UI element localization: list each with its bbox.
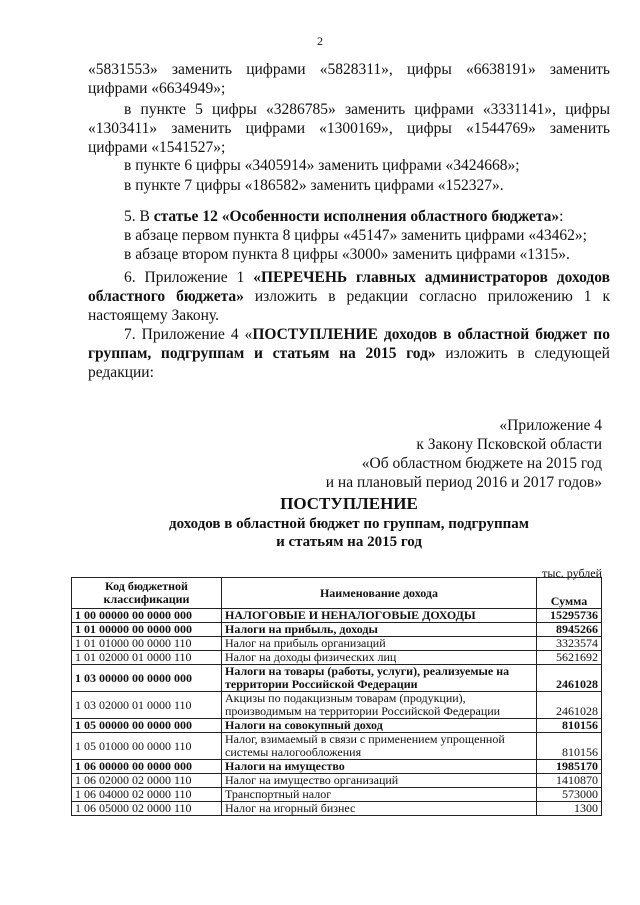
table-header-row: [72, 578, 602, 609]
header-name: Наименование дохода: [222, 578, 537, 609]
cell-sum: 2461028: [537, 692, 602, 719]
cell-name: Акцизы по подакцизным товарам (продукции), производимым на территории Российской Федерации: [222, 692, 537, 719]
section-6-lead: 6. Приложение 1: [124, 269, 254, 286]
cell-code: 1 03 02000 01 0000 110: [72, 692, 222, 719]
document-subtitle-2: и статьям на 2015 год: [276, 534, 422, 550]
paragraph-item-7: в пункте 7 цифры «186582» заменить цифрами «152327».: [124, 177, 504, 194]
table-row: [72, 623, 602, 637]
table-row: [72, 692, 602, 719]
cell-code: 1 06 02000 02 0000 110: [72, 774, 222, 788]
table-row: [72, 665, 602, 692]
header-code: Код бюджетной классификации: [72, 578, 222, 609]
section-5-line-1: в абзаце первом пункта 8 цифры «45147» заменить цифрами «43462»;: [124, 227, 587, 244]
table-row: [72, 774, 602, 788]
cell-name: Налоги на имущество: [222, 760, 537, 774]
cell-sum: 810156: [537, 733, 602, 760]
cell-name: Налог на доходы физических лиц: [222, 651, 537, 665]
cell-code: 1 01 02000 01 0000 110: [72, 651, 222, 665]
header-sum: Сумма: [537, 578, 602, 609]
paragraph-item-5: в пункте 5 цифры «3286785» заменить цифрами «3331141», цифры «1303411» заменить цифрами «1300169», цифры «1544769» заменить цифрами «1541527»;: [88, 101, 610, 156]
table-row: [72, 637, 602, 651]
cell-code: 1 06 04000 02 0000 110: [72, 788, 222, 802]
section-7: [88, 325, 610, 382]
cell-name: Транспортный налог: [222, 788, 537, 802]
section-5-lead: 5. В: [124, 208, 154, 225]
section-5-line-2: в абзаце втором пункта 8 цифры «3000» заменить цифрами «1315».: [124, 246, 570, 263]
section-7-tail: изложить в следующей редакции:: [88, 345, 610, 381]
units-label: тыс. рублей: [542, 566, 602, 580]
cell-sum: 1410870: [537, 774, 602, 788]
appendix-line-1: «Приложение 4: [499, 417, 602, 434]
cell-name: Налог, взимаемый в связи с применением упрощенной системы налогообложения: [222, 733, 537, 760]
table-row: [72, 788, 602, 802]
cell-name: Налог на игорный бизнес: [222, 802, 537, 816]
cell-code: 1 06 00000 00 0000 000: [72, 760, 222, 774]
cell-sum: 3323574: [537, 637, 602, 651]
cell-name: НАЛОГОВЫЕ И НЕНАЛОГОВЫЕ ДОХОДЫ: [222, 609, 537, 623]
section-7-bold: ПОСТУПЛЕНИЕ доходов в областной бюджет по группам, подгруппам и статьям на 2015 год»: [88, 326, 610, 362]
cell-sum: 5621692: [537, 651, 602, 665]
section-7-lead: 7. Приложение 4 «: [124, 326, 253, 343]
section-5-tail: :: [559, 208, 564, 225]
section-5-heading: [124, 207, 563, 226]
appendix-header: [242, 416, 602, 492]
cell-name: Налоги на прибыль, доходы: [222, 623, 537, 637]
table-body: [72, 609, 602, 816]
section-6: [88, 268, 610, 325]
cell-code: 1 01 00000 00 0000 000: [72, 623, 222, 637]
section-5-bold: статье 12 «Особенности исполнения областного бюджета»: [153, 208, 560, 225]
cell-name: Налоги на совокупный доход: [222, 719, 537, 733]
cell-sum: 573000: [537, 788, 602, 802]
cell-sum: 2461028: [537, 665, 602, 692]
table-row: [72, 802, 602, 816]
cell-sum: 8945266: [537, 623, 602, 637]
section-6-tail: изложить в редакции согласно приложению 1 к настоящему Закону.: [88, 288, 610, 324]
page-number: 2: [317, 34, 323, 48]
document-title: ПОСТУПЛЕНИЕ: [280, 494, 418, 513]
section-6-bold: «ПЕРЕЧЕНЬ главных администраторов доходов областного бюджета»: [88, 269, 610, 305]
cell-code: 1 05 00000 00 0000 000: [72, 719, 222, 733]
cell-code: 1 06 05000 02 0000 110: [72, 802, 222, 816]
appendix-line-3: «Об областном бюджете на 2015 год: [361, 455, 602, 472]
cell-sum: 1985170: [537, 760, 602, 774]
table-row: [72, 651, 602, 665]
cell-code: 1 03 00000 00 0000 000: [72, 665, 222, 692]
table-row: [72, 760, 602, 774]
table-row: [72, 733, 602, 760]
cell-sum: 1300: [537, 802, 602, 816]
table-row: [72, 719, 602, 733]
cell-code: 1 05 01000 00 0000 110: [72, 733, 222, 760]
paragraph-continuation: «5831553» заменить цифрами «5828311», цифры «6638191» заменить цифрами «6634949»;: [88, 61, 610, 97]
cell-name: Налоги на товары (работы, услуги), реализуемые на территории Российской Федерации: [222, 665, 537, 692]
cell-code: 1 01 01000 00 0000 110: [72, 637, 222, 651]
document-subtitle-1: доходов в областной бюджет по группам, подгруппам: [169, 516, 529, 532]
cell-name: Налог на прибыль организаций: [222, 637, 537, 651]
appendix-line-4: и на плановый период 2016 и 2017 годов»: [325, 474, 602, 491]
cell-name: Налог на имущество организаций: [222, 774, 537, 788]
table-row: [72, 609, 602, 623]
paragraph-item-6: в пункте 6 цифры «3405914» заменить цифрами «3424668»;: [124, 157, 520, 174]
cell-code: 1 00 00000 00 0000 000: [72, 609, 222, 623]
revenue-table: [71, 577, 602, 816]
appendix-line-2: к Закону Псковской области: [416, 436, 602, 453]
cell-sum: 810156: [537, 719, 602, 733]
cell-sum: 15295736: [537, 609, 602, 623]
